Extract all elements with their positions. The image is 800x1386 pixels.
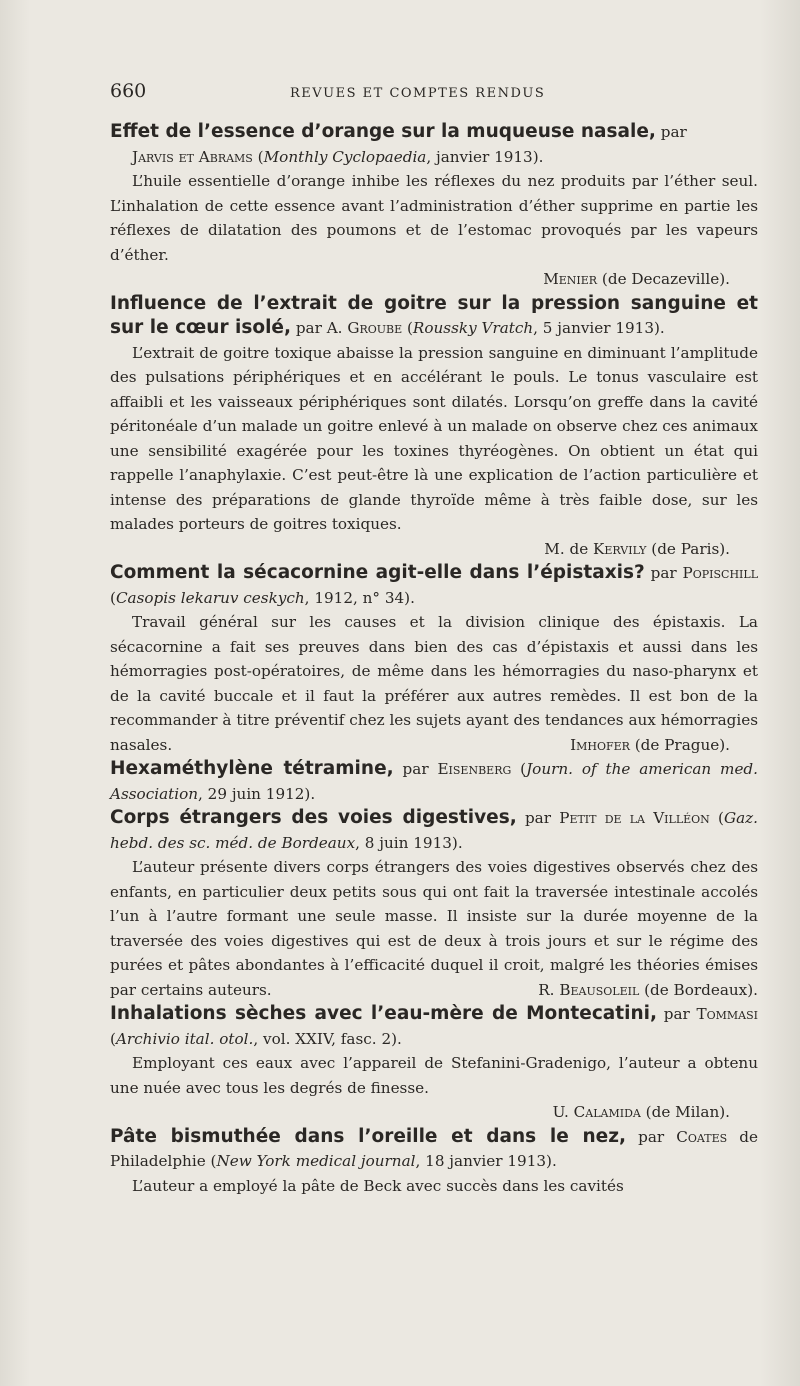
entry-body: L’huile essentielle d’orange inhibe les réflexes du nez produits par l’éther seul. L’inhalation de cette essence avant l’administration d’éther supprime en partie les réflexes de dilatation des poumons et de l’estomac provoqués par les vapeurs d’éther. xyxy=(110,172,758,264)
journal-name: Roussky Vratch xyxy=(412,319,534,337)
journal-name: Journ. of the american med. Association xyxy=(110,760,758,803)
page-header xyxy=(110,80,758,120)
review-entry-foreign-bodies xyxy=(110,806,758,1002)
review-entry-montecatini xyxy=(110,1002,758,1125)
entry-heading: Comment la sécacornine agit-elle dans l’épistaxis? par Popischill (Casopis lekaruv ceskych, 1912, n° 34). xyxy=(110,562,758,607)
page-number: 660 xyxy=(110,80,147,102)
byline-prefix: par xyxy=(655,123,687,141)
entry-body: L’auteur a employé la pâte de Beck avec succès dans les cavités xyxy=(132,1176,624,1195)
entry-body: Travail général sur les causes et la division clinique des épistaxis. La sécacornine a fait ses preuves dans bien des cas d’épistaxis et aussi dans les hémorragies post-opératoires, de même dans les hémorragies du naso-pharynx et de la cavité buccale et il faut la préférer aux autres remèdes. Il est bon de la recommander à titre préventif chez les sujets ayant des tendances aux hémorragies nasales. xyxy=(110,613,758,754)
entry-heading: Hexaméthylène tétramine, par Eisenberg (Journ. of the american med. Association, 29 juin 1912). xyxy=(110,758,758,803)
entry-authors: Eisenberg xyxy=(437,760,512,778)
entry-authors: Popischill xyxy=(682,564,758,582)
review-entry-bismuth-paste xyxy=(110,1125,758,1199)
journal-name: Archivio ital. otol. xyxy=(115,1029,254,1048)
entry-heading: Inhalations sèches avec l’eau-mère de Montecatini, par Tommasi (Archivio ital. otol., vol. XXIV, fasc. 2). xyxy=(110,1003,758,1048)
reviewer-signature: Imhofer (de Prague). xyxy=(570,735,730,754)
byline-prefix: par xyxy=(626,1127,677,1146)
entry-heading: Pâte bismuthée dans l’oreille et dans le nez, par Coates de Philadelphie (New York medical journal, 18 janvier 1913). xyxy=(110,1125,758,1170)
entry-title: Corps étrangers des voies digestives, xyxy=(110,807,517,828)
entry-authors: Petit de la Villéon xyxy=(559,809,710,827)
byline-prefix: par xyxy=(516,809,560,827)
byline-prefix: par xyxy=(657,1005,697,1023)
entry-title: Influence de l’extrait de goitre sur la pression sanguine et sur le cœur isolé, xyxy=(110,292,758,338)
entry-heading: Influence de l’extrait de goitre sur la pression sanguine et sur le cœur isolé, par A. Groube (Roussky Vratch, 5 janvier 1913). xyxy=(110,292,758,338)
entry-body: L’extrait de goitre toxique abaisse la pression sanguine en diminuant l’amplitude des pulsations périphériques et en accélérant le pouls. Le tonus vasculaire est affaibli et les vaisseaux périphériques sont dilatés. Lorsqu’on greffe dans la cavité péritonéale d’un malade un goitre enlevé à un malade on observe chez ces animaux une sensibilité exagérée pour les toxines thyréogènes. On obtient un état qui rappelle l’anaphylaxie. C’est peut-être là une explication de l’action particulière et intense des préparations de glande thyroïde même à très faible dose, sur les malades porteurs de goitres toxiques. xyxy=(110,343,758,533)
byline-prefix: par xyxy=(393,760,438,778)
entry-authors: Coates xyxy=(676,1127,728,1146)
running-title: REVUES ET COMPTES RENDUS xyxy=(290,86,546,101)
review-entry-orange-essence xyxy=(110,120,758,292)
journal-name: Casopis lekaruv ceskych xyxy=(115,588,305,607)
entry-heading: Corps étrangers des voies digestives, par Petit de la Villéon (Gaz. hebd. des sc. méd. de Bordeaux, 8 juin 1913). xyxy=(110,807,758,852)
entry-title: Hexaméthylène tétramine, xyxy=(110,758,394,779)
reviewer-signature: R. Beausoleil (de Bordeaux). xyxy=(538,980,758,999)
byline-prefix: par xyxy=(644,564,683,582)
entry-heading: Effet de l’essence d’orange sur la muqueuse nasale, par Jarvis et Abrams (Monthly Cyclopaedia, janvier 1913). xyxy=(110,121,687,166)
reviewer-signature: M. de Kervily (de Paris). xyxy=(544,539,730,558)
reviewer-signature: U. Calamida (de Milan). xyxy=(552,1103,730,1121)
entry-title: Inhalations sèches avec l’eau-mère de Montecatini, xyxy=(110,1003,657,1024)
review-entry-goitre-extract xyxy=(110,292,758,562)
journal-name: New York medical journal xyxy=(216,1152,416,1170)
entry-title: Effet de l’essence d’orange sur la muqueuse nasale, xyxy=(110,121,656,142)
byline-prefix: par A. xyxy=(291,319,348,337)
entry-authors: Jarvis et Abrams xyxy=(132,147,253,166)
entry-authors: Tommasi xyxy=(696,1005,758,1023)
journal-name: Gaz. hebd. des sc. méd. de Bordeaux xyxy=(110,809,758,852)
reviewer-signature: Menier (de Decazeville). xyxy=(543,270,730,288)
entry-title: Comment la sécacornine agit-elle dans l’épistaxis? xyxy=(110,562,645,583)
entry-body: L’auteur présente divers corps étrangers des voies digestives observés chez des enfants, en particulier deux petits sous qui ont fait la traversée intestinale accolés l’un à l’autre formant une seule masse. Il insiste sur la durée moyenne de la traversée des voies digestives qui est de deux à trois jours et sur le régime des purées et pâtes abondantes à l’efficacité duquel il croit, malgré les théories émises par certains auteurs. xyxy=(110,858,758,999)
review-entry-hexamethylene xyxy=(110,757,758,806)
entry-title: Pâte bismuthée dans l’oreille et dans le nez, xyxy=(110,1125,627,1147)
journal-name: Monthly Cyclopaedia xyxy=(263,147,427,166)
entry-authors: Groube xyxy=(347,319,403,337)
entry-body: Employant ces eaux avec l’appareil de Stefanini-Gradenigo, l’auteur a obtenu une nuée avec tous les degrés de finesse. xyxy=(110,1054,758,1097)
review-entry-secacornine xyxy=(110,561,758,757)
